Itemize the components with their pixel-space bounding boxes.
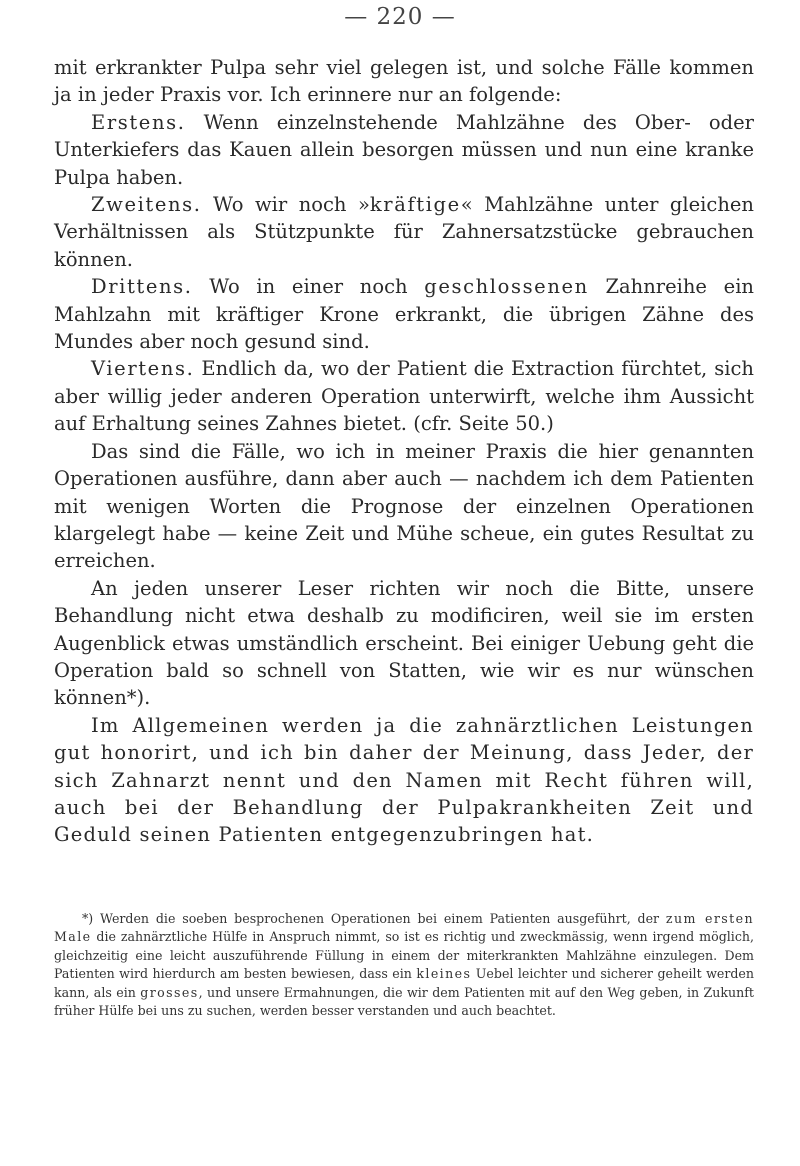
paragraph-first: [54, 109, 754, 191]
text-third-a: Wo in einer noch: [192, 275, 425, 299]
footnote-emph-b: kleines: [416, 966, 472, 982]
footnote-text-a: *) Werden die soeben besprochenen Operationen bei einem Patienten ausgeführt, der: [82, 911, 666, 926]
lead-first: Erstens.: [91, 110, 186, 134]
paragraph-intro: mit erkrankter Pulpa sehr viel gelegen ist, und solche Fälle kommen ja in jeder Praxis vor. Ich erinnere nur an folgende:: [54, 56, 754, 107]
lead-second: Zweitens.: [91, 193, 202, 217]
lead-third: Drittens.: [91, 275, 193, 299]
emph-second: kräftige: [369, 193, 461, 217]
footnote: [54, 910, 754, 1020]
text-second-a: Wo wir noch »: [201, 193, 370, 217]
footnote-text-d: , und unsere Ermahnungen, die wir dem Patienten mit auf den Weg geben, in Zukunft früher Hülfe bei uns zu suchen, werden besser verstanden und auch beachtet.: [54, 984, 754, 1019]
text-second-b: « Mahlzähne unter gleichen Verhältnissen als Stützpunkte für Zahnersatzstücke gebrauchen können.: [54, 193, 754, 271]
paragraph-fourth: [54, 355, 754, 437]
footnote-paragraph: [54, 910, 754, 1020]
text-first: Wenn einzelnstehende Mahlzähne des Ober- oder Unterkiefers das Kauen allein besorgen müssen und nun eine kranke Pulpa haben.: [54, 110, 754, 189]
paragraph-cases: Das sind die Fälle, wo ich in meiner Praxis die hier genannten Operationen ausführe, dann aber auch — nachdem ich dem Patienten mit wenigen Worten die Prognose der einzelnen Operationen klargelegt habe — keine Zeit und Mühe scheue, ein gutes Resultat zu erreichen.: [54, 439, 754, 573]
emph-third: geschlossenen: [424, 275, 589, 299]
footnote-emph-c: grosses: [140, 984, 199, 1000]
paragraph-third: [54, 273, 754, 355]
lead-fourth: Viertens.: [91, 357, 195, 381]
footnote-text-b: die zahnärztliche Hülfe in Anspruch nimmt, so ist es richtig und zweckmässig, wenn irgend möglich, gleichzeitig eine leicht auszuführende Füllung in einem der miterkrankten Mahlzähne einzulegen. Dem Patienten wird hierdurch am besten bewiesen, dass ein: [54, 929, 754, 982]
page-number-header: — 220 —: [344, 4, 456, 30]
text-third-b: Zahnreihe ein Mahlzahn mit kräftiger Krone erkrankt, die übrigen Zähne des Mundes aber noch gesund sind.: [54, 275, 754, 354]
paragraph-request: An jeden unserer Leser richten wir noch die Bitte, unsere Behandlung nicht etwa deshalb zu modificiren, weil sie im ersten Augenblick etwas umständlich erscheint. Bei einiger Uebung geht die Operation bald so schnell von Statten, wie wir es nur wünschen können*).: [54, 576, 754, 710]
main-text: [54, 54, 754, 849]
footnote-text-c: Uebel leichter und sicherer geheilt werden kann, als ein: [54, 966, 754, 1000]
text-fourth: Endlich da, wo der Patient die Extraction fürchtet, sich aber willig jeder anderen Operation unterwirft, welche ihm Aussicht auf Erhaltung seines Zahnes bietet. (cfr. Seite 50.): [54, 357, 754, 436]
paragraph-second: [54, 191, 754, 273]
footnote-emph-a: zum ersten Male: [54, 911, 754, 945]
paragraph-general: Im Allgemeinen werden ja die zahnärztlichen Leistungen gut honorirt, und ich bin daher der Meinung, dass Jeder, der sich Zahnarzt nennt und den Namen mit Recht führen will, auch bei der Behandlung der Pulpakrankheiten Zeit und Geduld seinen Patienten entgegenzubringen hat.: [54, 713, 754, 847]
